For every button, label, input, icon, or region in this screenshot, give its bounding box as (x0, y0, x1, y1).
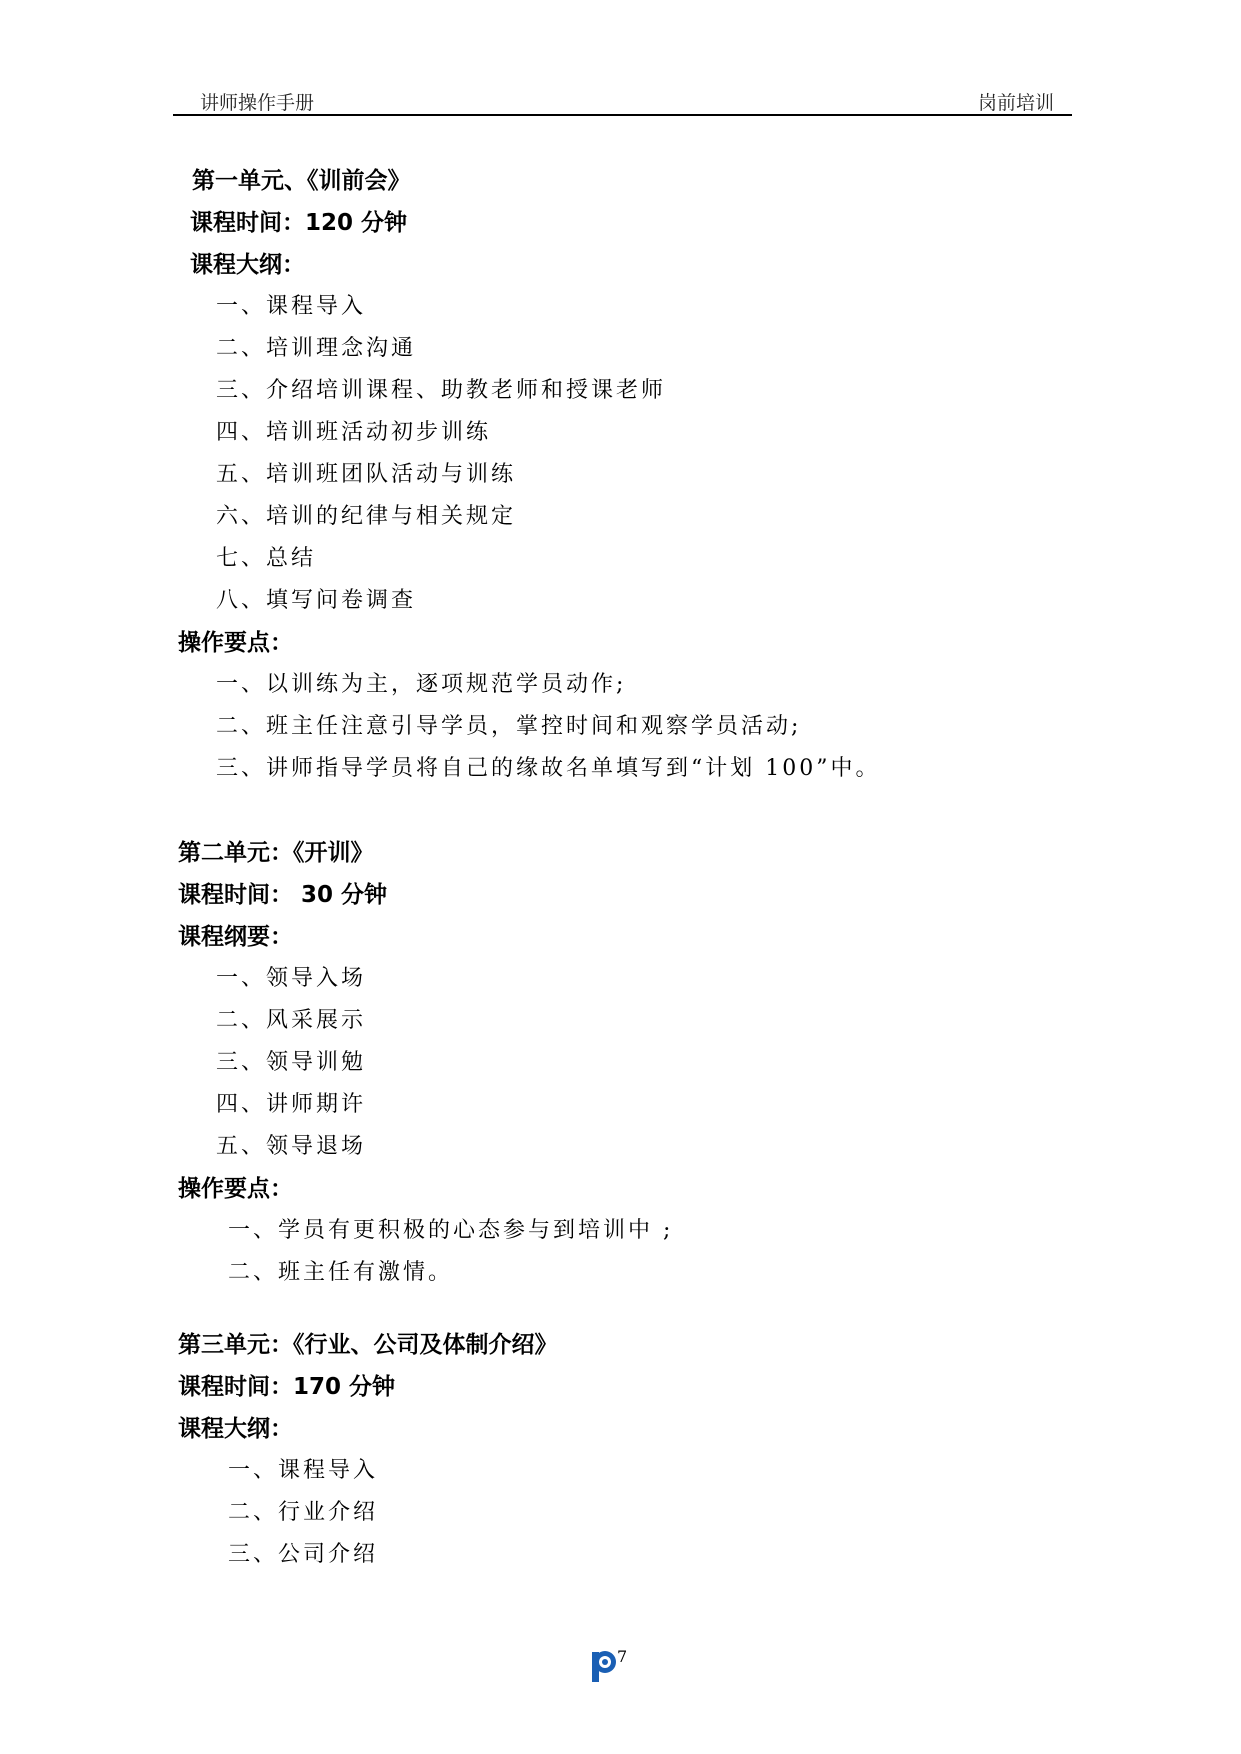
unit1-outline-item: 一、课程导入 (216, 294, 367, 319)
unit1-outline-item: 三、介绍培训课程、助教老师和授课老师 (216, 378, 667, 403)
unit3-outline-item: 二、行业介绍 (228, 1500, 379, 1525)
unit1-points-label: 操作要点： (178, 630, 293, 656)
p-logo-icon (589, 1648, 619, 1684)
unit1-outline-item: 八、填写问卷调查 (216, 588, 417, 613)
page-number: 7 (617, 1647, 628, 1666)
unit1-outline-item: 二、培训理念沟通 (216, 336, 417, 361)
header-divider (173, 114, 1072, 116)
unit2-time: 课程时间： 30 分钟 (178, 882, 388, 908)
unit2-point-item: 一、学员有更积极的心态参与到培训中 ; (228, 1218, 674, 1243)
header-left-title: 讲师操作手册 (200, 92, 315, 114)
unit1-outline-label: 课程大纲： (190, 252, 305, 278)
unit1-outline-item: 四、培训班活动初步训练 (216, 420, 492, 445)
unit3-time: 课程时间：170 分钟 (178, 1374, 396, 1400)
unit1-title: 第一单元、《训前会》 (192, 168, 411, 194)
unit2-outline-label: 课程纲要： (178, 924, 293, 950)
unit1-point-item: 一、以训练为主，逐项规范学员动作; (216, 672, 627, 697)
unit2-point-item: 二、班主任有激情。 (228, 1260, 454, 1285)
unit1-outline-item: 七、总结 (216, 546, 317, 571)
unit2-outline-item: 三、领导训勉 (216, 1050, 367, 1075)
unit2-outline-item: 五、领导退场 (216, 1134, 367, 1159)
unit1-time: 课程时间：120 分钟 (190, 210, 408, 236)
unit3-outline-label: 课程大纲： (178, 1416, 293, 1442)
unit2-title: 第二单元：《开训》 (178, 840, 374, 866)
header-right-title: 岗前培训 (978, 92, 1055, 114)
unit1-outline-item: 五、培训班团队活动与训练 (216, 462, 517, 487)
unit3-outline-item: 三、公司介绍 (228, 1542, 379, 1567)
unit2-outline-item: 四、讲师期许 (216, 1092, 367, 1117)
unit2-outline-item: 一、领导入场 (216, 966, 367, 991)
unit2-outline-item: 二、风采展示 (216, 1008, 367, 1033)
unit1-point-item: 二、班主任注意引导学员，掌控时间和观察学员活动; (216, 714, 802, 739)
unit3-outline-item: 一、课程导入 (228, 1458, 379, 1483)
unit1-point-item: 三、讲师指导学员将自己的缘故名单填写到“计划 100”中。 (216, 756, 881, 781)
unit3-title: 第三单元：《行业、公司及体制介绍》 (178, 1332, 558, 1358)
unit2-points-label: 操作要点： (178, 1176, 293, 1202)
unit1-outline-item: 六、培训的纪律与相关规定 (216, 504, 517, 529)
